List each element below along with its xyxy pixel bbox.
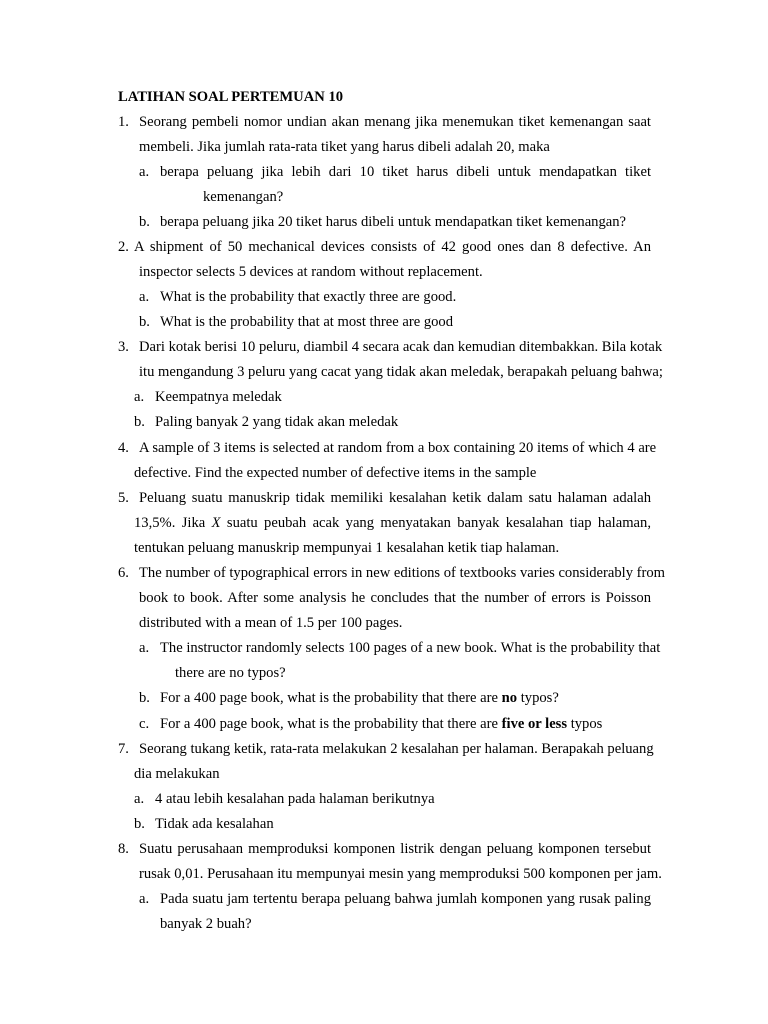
page-title: LATIHAN SOAL PERTEMUAN 10 — [118, 89, 344, 105]
question-number: 7. — [118, 741, 129, 757]
question-text: A shipment of 50 mechanical devices consists of 42 good ones dan 8 defective. An — [134, 239, 651, 255]
sub-text: What is the probability that exactly three are good. — [160, 289, 457, 305]
question-number: 3. — [118, 339, 129, 355]
question-text: The number of typographical errors in new editions of textbooks varies considerably from — [139, 565, 666, 581]
question-number: 5. — [118, 490, 129, 506]
variable-x: X — [211, 515, 221, 531]
sub-label: a. — [139, 289, 150, 305]
sub-text: For a 400 page book, what is the probability that there are no typos? — [160, 690, 559, 706]
question-text: dia melakukan — [134, 766, 220, 782]
sub-label: b. — [134, 414, 145, 430]
sub-label: a. — [139, 891, 150, 907]
sub-label: b. — [139, 314, 150, 330]
sub-label: a. — [139, 164, 150, 180]
sub-text: berapa peluang jika lebih dari 10 tiket harus dibeli untuk mendapatkan tiket — [160, 164, 651, 180]
question-number: 2. — [118, 239, 129, 255]
sub-label: a. — [134, 791, 145, 807]
question-text: Seorang pembeli nomor undian akan menang jika menemukan tiket kemenangan saat — [139, 114, 651, 130]
question-text: A sample of 3 items is selected at random from a box containing 20 items of which 4 are — [139, 440, 657, 456]
sub-label: a. — [134, 389, 145, 405]
sub-text: The instructor randomly selects 100 pages of a new book. What is the probability that — [160, 640, 661, 656]
sub-text: there are no typos? — [175, 665, 286, 681]
question-text: Seorang tukang ketik, rata-rata melakukan 2 kesalahan per halaman. Berapakah peluang — [139, 741, 654, 757]
question-text: tentukan peluang manuskrip mempunyai 1 kesalahan ketik tiap halaman. — [134, 540, 560, 556]
sub-text: Tidak ada kesalahan — [155, 816, 274, 832]
question-text: distributed with a mean of 1.5 per 100 pages. — [139, 615, 403, 631]
sub-text: What is the probability that at most three are good — [160, 314, 454, 330]
question-text: 13,5%. Jika X suatu peubah acak yang menyatakan banyak kesalahan tiap halaman, — [134, 515, 651, 531]
sub-label: b. — [139, 690, 150, 706]
sub-text: Paling banyak 2 yang tidak akan meledak — [155, 414, 399, 430]
sub-text: kemenangan? — [203, 189, 284, 205]
question-text: Dari kotak berisi 10 peluru, diambil 4 secara acak dan kemudian ditembakkan. Bila kotak — [139, 339, 663, 355]
emphasis-five-or-less: five or less — [501, 716, 568, 732]
question-text: book to book. After some analysis he concludes that the number of errors is Poisson — [139, 590, 651, 606]
emphasis-no: no — [501, 690, 518, 706]
sub-text: For a 400 page book, what is the probability that there are five or less typos — [160, 716, 603, 732]
question-text: itu mengandung 3 peluru yang cacat yang tidak akan meledak, berapakah peluang bahwa; — [139, 364, 663, 380]
question-text: membeli. Jika jumlah rata-rata tiket yang harus dibeli adalah 20, maka — [139, 139, 550, 155]
question-text: rusak 0,01. Perusahaan itu mempunyai mesin yang memproduksi 500 komponen per jam. — [139, 866, 662, 882]
sub-text: banyak 2 buah? — [160, 916, 252, 932]
sub-label: c. — [139, 716, 150, 732]
sub-text: Pada suatu jam tertentu berapa peluang bahwa jumlah komponen yang rusak paling — [160, 891, 651, 907]
sub-text: 4 atau lebih kesalahan pada halaman berikutnya — [155, 791, 435, 807]
sub-label: b. — [139, 214, 150, 230]
question-text: Suatu perusahaan memproduksi komponen listrik dengan peluang komponen tersebut — [139, 841, 651, 857]
question-number: 4. — [118, 440, 129, 456]
question-text: Peluang suatu manuskrip tidak memiliki kesalahan ketik dalam satu halaman adalah — [139, 490, 651, 506]
sub-label: a. — [139, 640, 150, 656]
question-text: inspector selects 5 devices at random without replacement. — [139, 264, 483, 280]
sub-text: Keempatnya meledak — [155, 389, 282, 405]
sub-text: berapa peluang jika 20 tiket harus dibeli untuk mendapatkan tiket kemenangan? — [160, 214, 627, 230]
sub-label: b. — [134, 816, 145, 832]
question-number: 6. — [118, 565, 129, 581]
question-number: 8. — [118, 841, 129, 857]
question-text: defective. Find the expected number of defective items in the sample — [134, 465, 537, 481]
question-number: 1. — [118, 114, 129, 130]
